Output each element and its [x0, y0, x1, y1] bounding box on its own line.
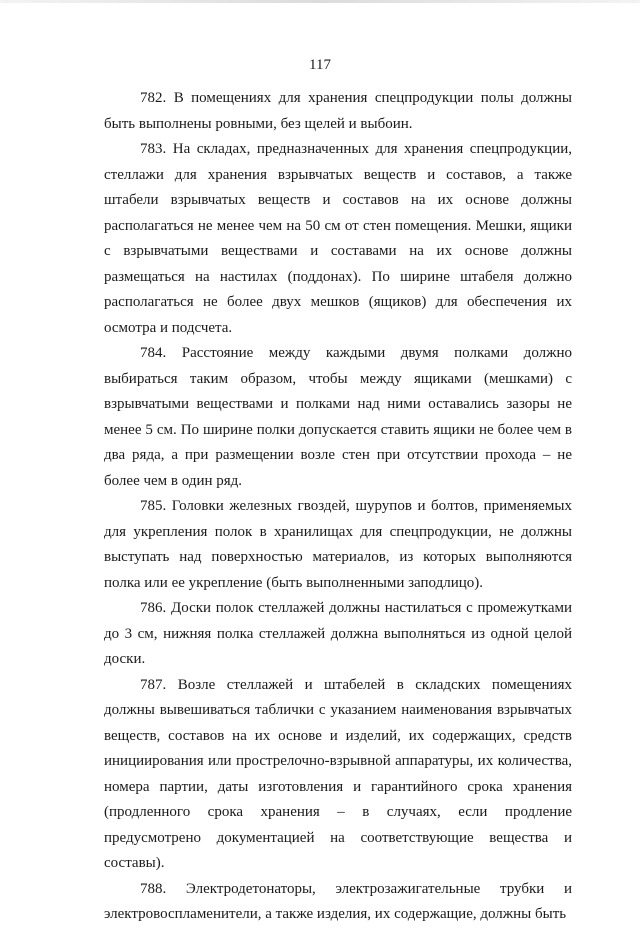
paragraph-788: 788. Электродетонаторы, электрозажигательные трубки и электровоспламенители, а также изделия, их содержащие, должны быть — [104, 880, 572, 922]
paragraph-782: 782. В помещениях для хранения спецпродукции полы должны быть выполнены ровными, без щелей и выбоин. — [104, 90, 572, 132]
paragraph-787: 787. Возле стеллажей и штабелей в складских помещениях должны вывешиваться таблички с указанием наименования взрывчатых веществ, составов на их основе и изделий, их содержащих, средств инициирования или прострелочно-взрывной аппаратуры, их количества, номера партии, даты изготовления и гарантийного срока хранения (продленного срока хранения – в случаях, если продление предусмотрено документацией на соответствующие вещества и составы). — [104, 676, 572, 871]
paragraph-783: 783. На складах, предназначенных для хранения спецпродукции, стеллажи для хранения взрывчатых веществ и составов, а также штабели взрывчатых веществ и составов на их основе должны располагаться не менее чем на 50 см от стен помещения. Мешки, ящики с взрывчатыми веществами и составами на их основе должны размещаться на настилах (поддонах). По ширине штабеля должно располагаться не более двух мешков (ящиков) для обеспечения их осмотра и подсчета. — [104, 141, 572, 336]
document-body — [104, 86, 572, 928]
paragraph-786: 786. Доски полок стеллажей должны настилаться с промежутками до 3 см, нижняя полка стеллажей должна выполняться из одной целой доски. — [104, 600, 572, 667]
paragraph-784: 784. Расстояние между каждыми двумя полками должно выбираться таким образом, чтобы между ящиками (мешками) с взрывчатыми веществами и полками над ними оставались зазоры не менее 5 см. По ширине полки допускается ставить ящики не более чем в два ряда, а при размещении возле стен при отсутствии прохода – не более чем в один ряд. — [104, 345, 572, 489]
paragraph-785: 785. Головки железных гвоздей, шурупов и болтов, применяемых для укрепления полок в хранилищах для спецпродукции, не должны выступать над поверхностью материалов, из которых выполняются полка или ее укрепление (быть выполненными заподлицо). — [104, 498, 572, 591]
page-number: 117 — [309, 57, 331, 73]
scan-top-edge — [0, 0, 640, 3]
